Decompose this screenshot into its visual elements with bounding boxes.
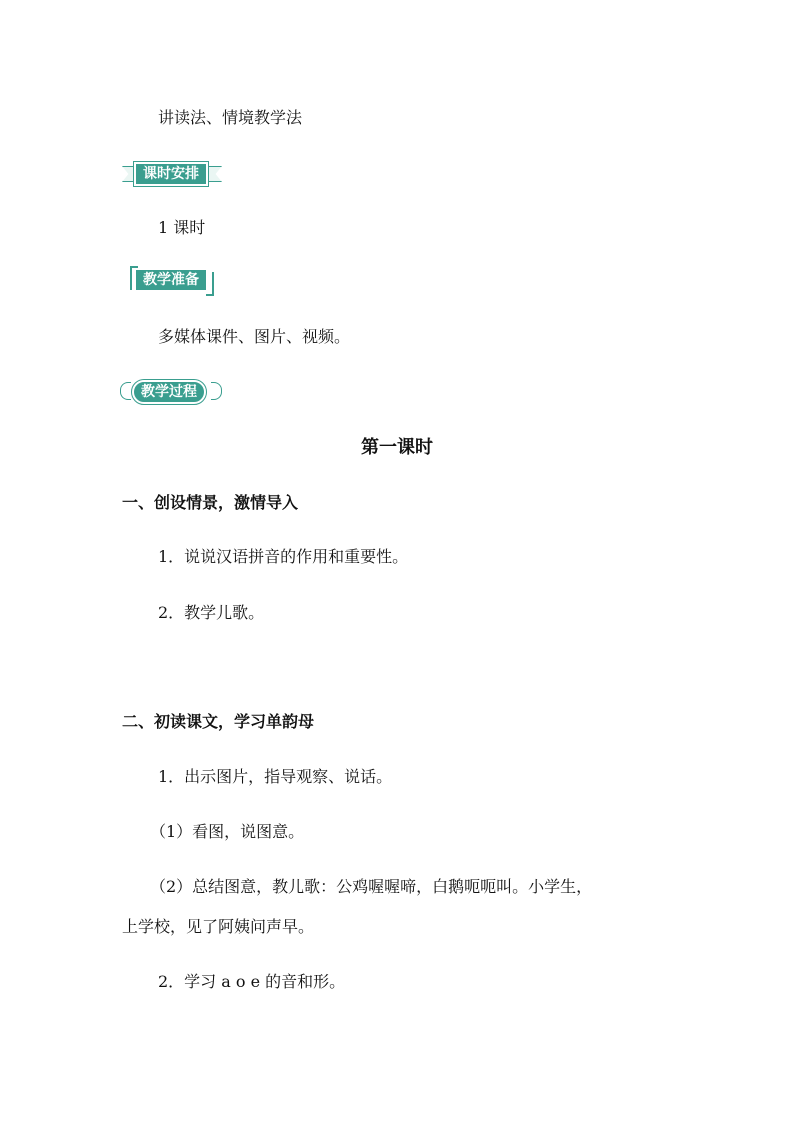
section2-sub-2-line-2: 上学校，见了阿姨问声早。 — [122, 917, 315, 936]
badge-process — [120, 378, 222, 402]
cap-left-decoration — [120, 382, 131, 400]
badge-schedule-label: 课时安排 — [134, 162, 208, 186]
badge-prep-label: 教学准备 — [136, 270, 206, 290]
teaching-methods: 讲读法、情境教学法 — [158, 108, 303, 127]
section2-sub-1: （1）看图，说图意。 — [150, 822, 305, 841]
badge-prep — [130, 268, 214, 292]
section2-item-1: 1．出示图片，指导观察、说话。 — [158, 767, 393, 786]
badge-process-label: 教学过程 — [132, 380, 206, 404]
bracket-right-decoration — [206, 272, 214, 296]
section1-item-2: 2．教学儿歌。 — [158, 603, 265, 622]
section1-item-1: 1．说说汉语拼音的作用和重要性。 — [158, 547, 409, 566]
section2-item-2: 2．学习 a o e 的音和形。 — [158, 972, 346, 991]
prep-text: 多媒体课件、图片、视频。 — [158, 327, 351, 346]
ribbon-right-decoration — [206, 166, 222, 182]
section2-sub-2-line-1: （2）总结图意，教儿歌：公鸡喔喔啼，白鹅呃呃叫。小学生， — [150, 877, 593, 896]
section2-heading: 二、初读课文，学习单韵母 — [122, 712, 315, 731]
section1-heading: 一、创设情景，激情导入 — [122, 493, 299, 512]
cap-right-decoration — [211, 382, 222, 400]
badge-schedule — [122, 160, 222, 184]
lesson-title: 第一课时 — [361, 437, 433, 458]
schedule-text: 1 课时 — [158, 218, 206, 237]
